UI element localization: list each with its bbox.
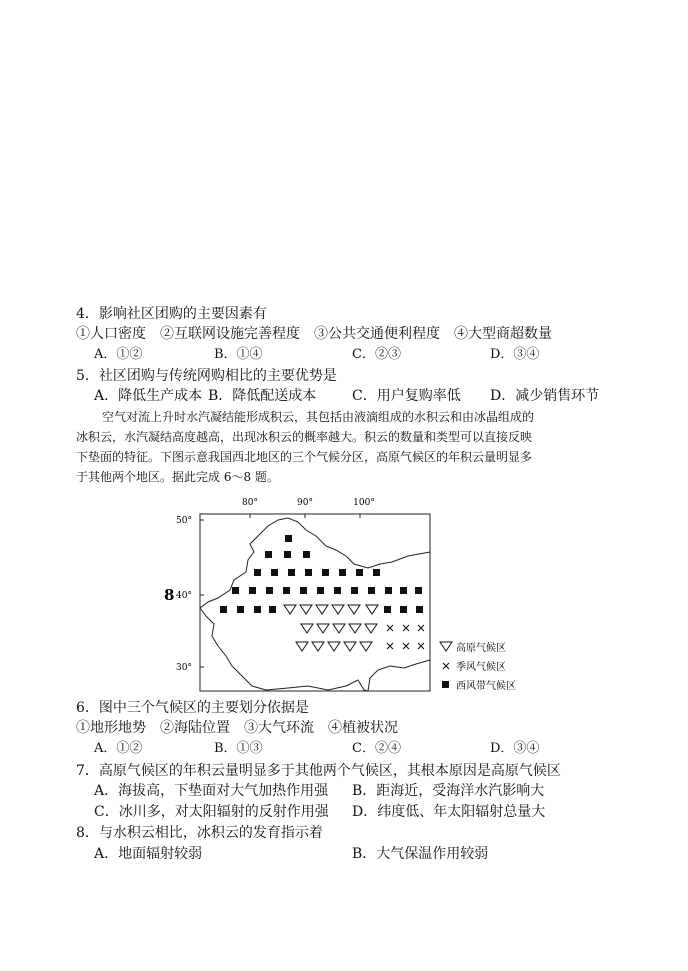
q8-option-b: B．大气保温作用较弱 [352,846,489,862]
westerly-zone-marker [384,606,391,613]
plateau-zone-marker [365,624,377,633]
q4-option-a: A．①② [94,347,143,362]
plateau-zone-marker [312,642,324,651]
legend-label-plateau: 高原气候区 [456,643,506,654]
plateau-zone-marker [344,642,356,651]
q8-option-a: A．地面辐射较弱 [94,846,203,862]
lon-label-90: 90° [297,498,313,508]
westerly-zone-marker [305,569,312,576]
westerly-zone-marker [266,587,273,594]
legend-label-westerly: 西风带气候区 [456,681,516,692]
plateau-zone-marker [317,624,329,633]
region-boundary [200,518,430,691]
q4-statements: ①人口密度 ②互联网设施完善程度 ③公共交通便利程度 ④大型商超数量 [76,326,552,342]
q7-option-c: C．冰川多，对太阳辐射的反射作用强 [94,804,329,820]
figure-number: 8 [164,586,175,604]
q4-option-c: C．②③ [352,347,401,362]
q6-option-d: D．③④ [490,741,540,756]
lat-label-40: 40° [176,591,192,601]
climate-zone-map [164,490,538,695]
westerly-zone-marker [283,587,290,594]
q6-option-a: A．①② [94,741,143,756]
westerly-zone-marker [368,587,375,594]
monsoon-zone-marker [387,643,393,649]
plateau-zone-marker [360,642,372,651]
q8-stem: 8．与水积云相比，冰积云的发育指示着 [76,825,323,841]
legend-triangle-icon [440,642,452,651]
q4-option-d: D．③④ [490,347,540,362]
q6-option-b: B．①③ [214,741,263,756]
q7-option-d: D．纬度低、年太阳辐射总量大 [352,804,546,820]
map-legend [440,641,516,692]
westerly-zone-marker [385,587,392,594]
lat-label-30: 30° [176,663,192,673]
plateau-zone-marker [328,642,340,651]
plateau-zone-marker [366,605,378,614]
plateau-zone-marker [316,605,328,614]
legend-label-monsoon: 季风气候区 [456,662,506,673]
monsoon-zone-marker [418,625,424,631]
lon-label-100: 100° [353,498,375,508]
plateau-zone-marker [348,605,360,614]
monsoon-zone-marker [403,625,409,631]
q7-option-a: A．海拔高，下垫面对大气加热作用强 [94,783,329,799]
lat-label-50: 50° [176,516,192,526]
westerly-zone-marker [300,587,307,594]
westerly-zone-marker [220,606,227,613]
westerly-zone-marker [351,587,358,594]
westerly-zone-marker [317,587,324,594]
plateau-zone-marker [301,624,313,633]
westerly-zone-marker [400,606,407,613]
plateau-zone-marker [296,642,308,651]
q5-option-a: A．降低生产成本 [94,388,203,404]
westerly-zone-marker [334,587,341,594]
q6-option-c: C．②④ [352,741,401,756]
westerly-zone-marker [254,606,261,613]
reading-passage [76,407,616,487]
westerly-zone-marker [232,587,239,594]
westerly-zone-marker [249,587,256,594]
westerly-zone-marker [271,569,278,576]
monsoon-zone-marker [418,643,424,649]
westerly-zone-marker [415,587,422,594]
westerly-zone-marker [254,569,261,576]
legend-square-icon [442,681,449,688]
westerly-zone-marker [285,535,292,542]
q7-option-b: B．距海近，受海洋水汽影响大 [352,783,545,799]
westerly-zone-marker [356,569,363,576]
westerly-zone-marker [303,551,310,558]
passage-line: 空气对流上升时水汽凝结能形成积云，其包括由液滴组成的水积云和由冰晶组成的 [102,410,535,424]
westerly-zone-marker [373,569,380,576]
q4-stem: 4．影响社区团购的主要因素有 [76,306,267,322]
passage-line: 下垫面的特征。下图示意我国西北地区的三个气候分区，高原气候区的年积云量明显多 [76,450,533,464]
q5-option-d: D．减少销售环节 [490,388,600,404]
westerly-zone-marker [322,569,329,576]
map-frame [200,514,430,691]
monsoon-zone-marker [403,643,409,649]
plateau-zone-marker [284,605,296,614]
q4-option-b: B．①④ [214,347,263,362]
legend-cross-icon [443,663,449,669]
westerly-zone-marker [339,569,346,576]
q5-option-b: B．降低配送成本 [208,388,317,404]
q7-stem: 7．高原气候区的年积云量明显多于其他两个气候区，其根本原因是高原气候区 [76,763,561,779]
plateau-zone-marker [300,605,312,614]
monsoon-zone-marker [387,625,393,631]
region-boundary-south [368,660,430,691]
westerly-zone-marker [416,606,423,613]
passage-line: 冰积云，水汽凝结高度越高，出现冰积云的概率越大。积云的数量和类型可以直接反映 [76,430,533,444]
westerly-zone-marker [288,569,295,576]
lon-label-80: 80° [242,498,258,508]
passage-line: 于其他两个地区。据此完成 6～8 题。 [76,470,279,484]
q6-stem: 6．图中三个气候区的主要划分依据是 [76,700,309,716]
q5-stem: 5．社区团购与传统网购相比的主要优势是 [76,368,337,384]
plateau-zone-marker [332,605,344,614]
q5-option-c: C．用户复购率低 [352,388,461,404]
westerly-zone-marker [237,606,244,613]
westerly-zone-marker [400,587,407,594]
plateau-zone-marker [333,624,345,633]
plateau-zone-marker [349,624,361,633]
westerly-zone-marker [265,551,272,558]
westerly-zone-marker [284,551,291,558]
westerly-zone-marker [269,606,276,613]
q6-statements: ①地形地势 ②海陆位置 ③大气环流 ④植被状况 [76,720,398,736]
